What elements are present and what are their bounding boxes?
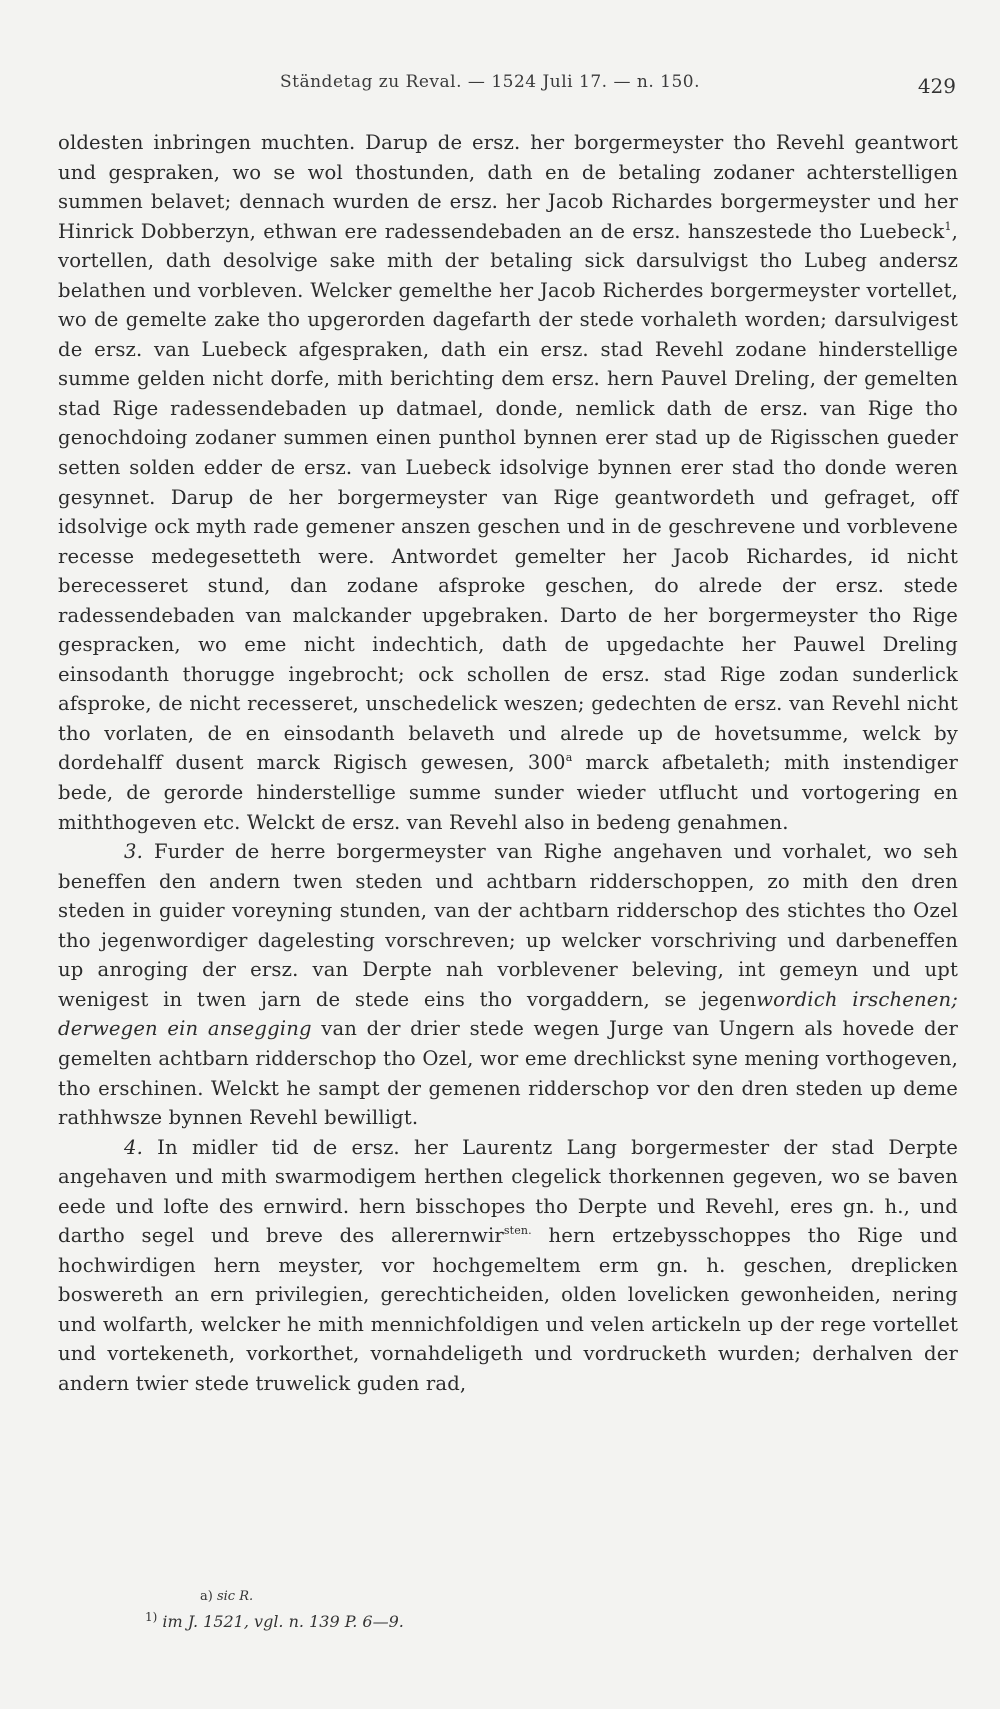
footnote-a-mark: a — [565, 751, 573, 765]
section-number-3: 3. — [124, 840, 143, 864]
footnote-a-text: sic R. — [216, 1589, 254, 1604]
paragraph-3 — [58, 837, 958, 1132]
footnote-1-text: im J. 1521, vgl. n. 139 P. 6—9. — [162, 1612, 404, 1631]
text-run: In midler tid de ersz. her Laurentz Lang borgermester der stad Derpte angehaven und mith swarmodigem herthen clegelick thorkennen gegeven, wo se baven eede und lofte des ernwird. hern bisschopes tho Derpte und Revehl, eres gn. h., und dartho segel und breve des allerernwir — [58, 1135, 958, 1248]
paragraph-2-continuation — [58, 128, 958, 837]
page-header — [60, 66, 956, 96]
text-run: van der drier stede wegen Jurge van Ungern als hovede der gemelten achtbarn ridderschop tho Ozel, wor eme drechlickst syne mening vorthogeven, tho erschinen. Welckt he sampt der gemenen ridderschop vor den dren steden up deme rathhwsze bynnen Revehl bewilligt. — [58, 1017, 959, 1130]
footnote-a — [200, 1589, 253, 1604]
superscript-abbrev: sten. — [503, 1224, 532, 1238]
footnote-1 — [145, 1612, 404, 1631]
footnote-1-label: 1) — [145, 1610, 158, 1624]
text-run: hern ertzebysschoppes tho Rige und hochwirdigen hern meyster, vor hochgemeltem erm gn. h. geschen, dreplicken boswereth an ern privilegien, gerechticheiden, olden lovelicken gewonheiden, nering und wolfarth, welcker he mith mennichfoldigen und velen artickeln up der rege vortellet und vortekeneth, vorkorthet, vornahdeligeth und vordrucketh wurden; derhalven der andern twier stede truwelick guden rad, — [58, 1224, 958, 1395]
section-number-4: 4. — [124, 1135, 143, 1159]
running-head: Ständetag zu Reval. — 1524 Juli 17. — n. 150. — [280, 72, 700, 92]
footnote-a-label: a) — [200, 1589, 213, 1604]
body-text — [58, 128, 958, 1399]
text-run-italic: wordich irschenen; derwegen ein ansegging — [58, 987, 959, 1041]
text-run: , vortellen, dath desolvige sake mith der betaling sick darsulvigst tho Lubeg andersz belathen und vorbleven. Welcker gemelthe her Jacob Richerdes borgermeyster vortellet, wo de gemelte zake tho upgerorden dagefarth der stede vorhaleth worden; darsulvigest de ersz. van Luebeck afgespraken, dath ein ersz. stad Revehl zodane hinderstellige summe gelden nicht dorfe, mith berichting dem ersz. hern Pauvel Dreling, der gemelten stad Rige radessendebaden up datmael, donde, nemlick dath de ersz. van Rige tho genochdoing zodaner summen einen punthol bynnen erer stad up de Rigisschen gueder setten solden edder de ersz. van Luebeck idsolvige bynnen erer stad tho donde weren gesynnet. Darup de her borgermeyster van Rige geantwordeth und gefraget, off idsolvige ock myth rade gemener anszen geschen und in de geschrevene und vorblevene recesse medegesetteth were. Antwordet gemelter her Jacob Richardes, id nicht berecesseret stund, dan zodane afsproke geschen, do alrede der ersz. stede radessendebaden van malckander upgebraken. Darto de her borgermeyster tho Rige gespracken, wo eme nicht indechtich, dath de upgedachte her Pauwel Dreling einsodanth thorugge ingebrocht; ock schollen de ersz. stad Rige zodan sunderlick afsproke, de nicht recesseret, unschedelick weszen; gedechten de ersz. van Revehl nicht tho vorlaten, de en einsodanth belaveth und alrede up de hovetsumme, welck by dordehalff dusent marck Rigisch gewesen, 300 — [58, 219, 958, 775]
page-number: 429 — [917, 74, 956, 98]
text-run: marck afbetaleth; mith instendiger bede, de gerorde hinderstellige summe sunder wieder utflucht und vortogering en miththogeven etc. Welckt de ersz. van Revehl also in bedeng genahmen. — [58, 751, 958, 834]
paragraph-4 — [58, 1133, 958, 1399]
footnote-1-mark: 1 — [944, 219, 952, 233]
text-run: oldesten inbringen muchten. Darup de ersz. her borgermeyster tho Revehl geantwort und gespraken, wo se wol thostunden, dath en de betaling zodaner achterstelligen summen belavet; dennach wurden de ersz. her Jacob Richardes borgermeyster und her Hinrick Dobberzyn, ethwan ere radessendebaden an de ersz. hanszestede tho Luebeck — [58, 131, 958, 243]
text-run: Furder de herre borgermeyster van Righe angehaven und vorhalet, wo seh beneffen den andern twen steden und achtbarn ridderschoppen, zo mith den dren steden in guider voreyning stunden, van der achtbarn ridderschop des stichtes tho Ozel tho jegenwordiger dagelesting vorschreven; up welcker vorschriving und darbeneffen up anroging der ersz. van Derpte nah vorblevener beleving, int gemeyn und upt wenigest in twen jarn de stede eins tho vorgaddern, se jegen — [58, 840, 958, 1011]
